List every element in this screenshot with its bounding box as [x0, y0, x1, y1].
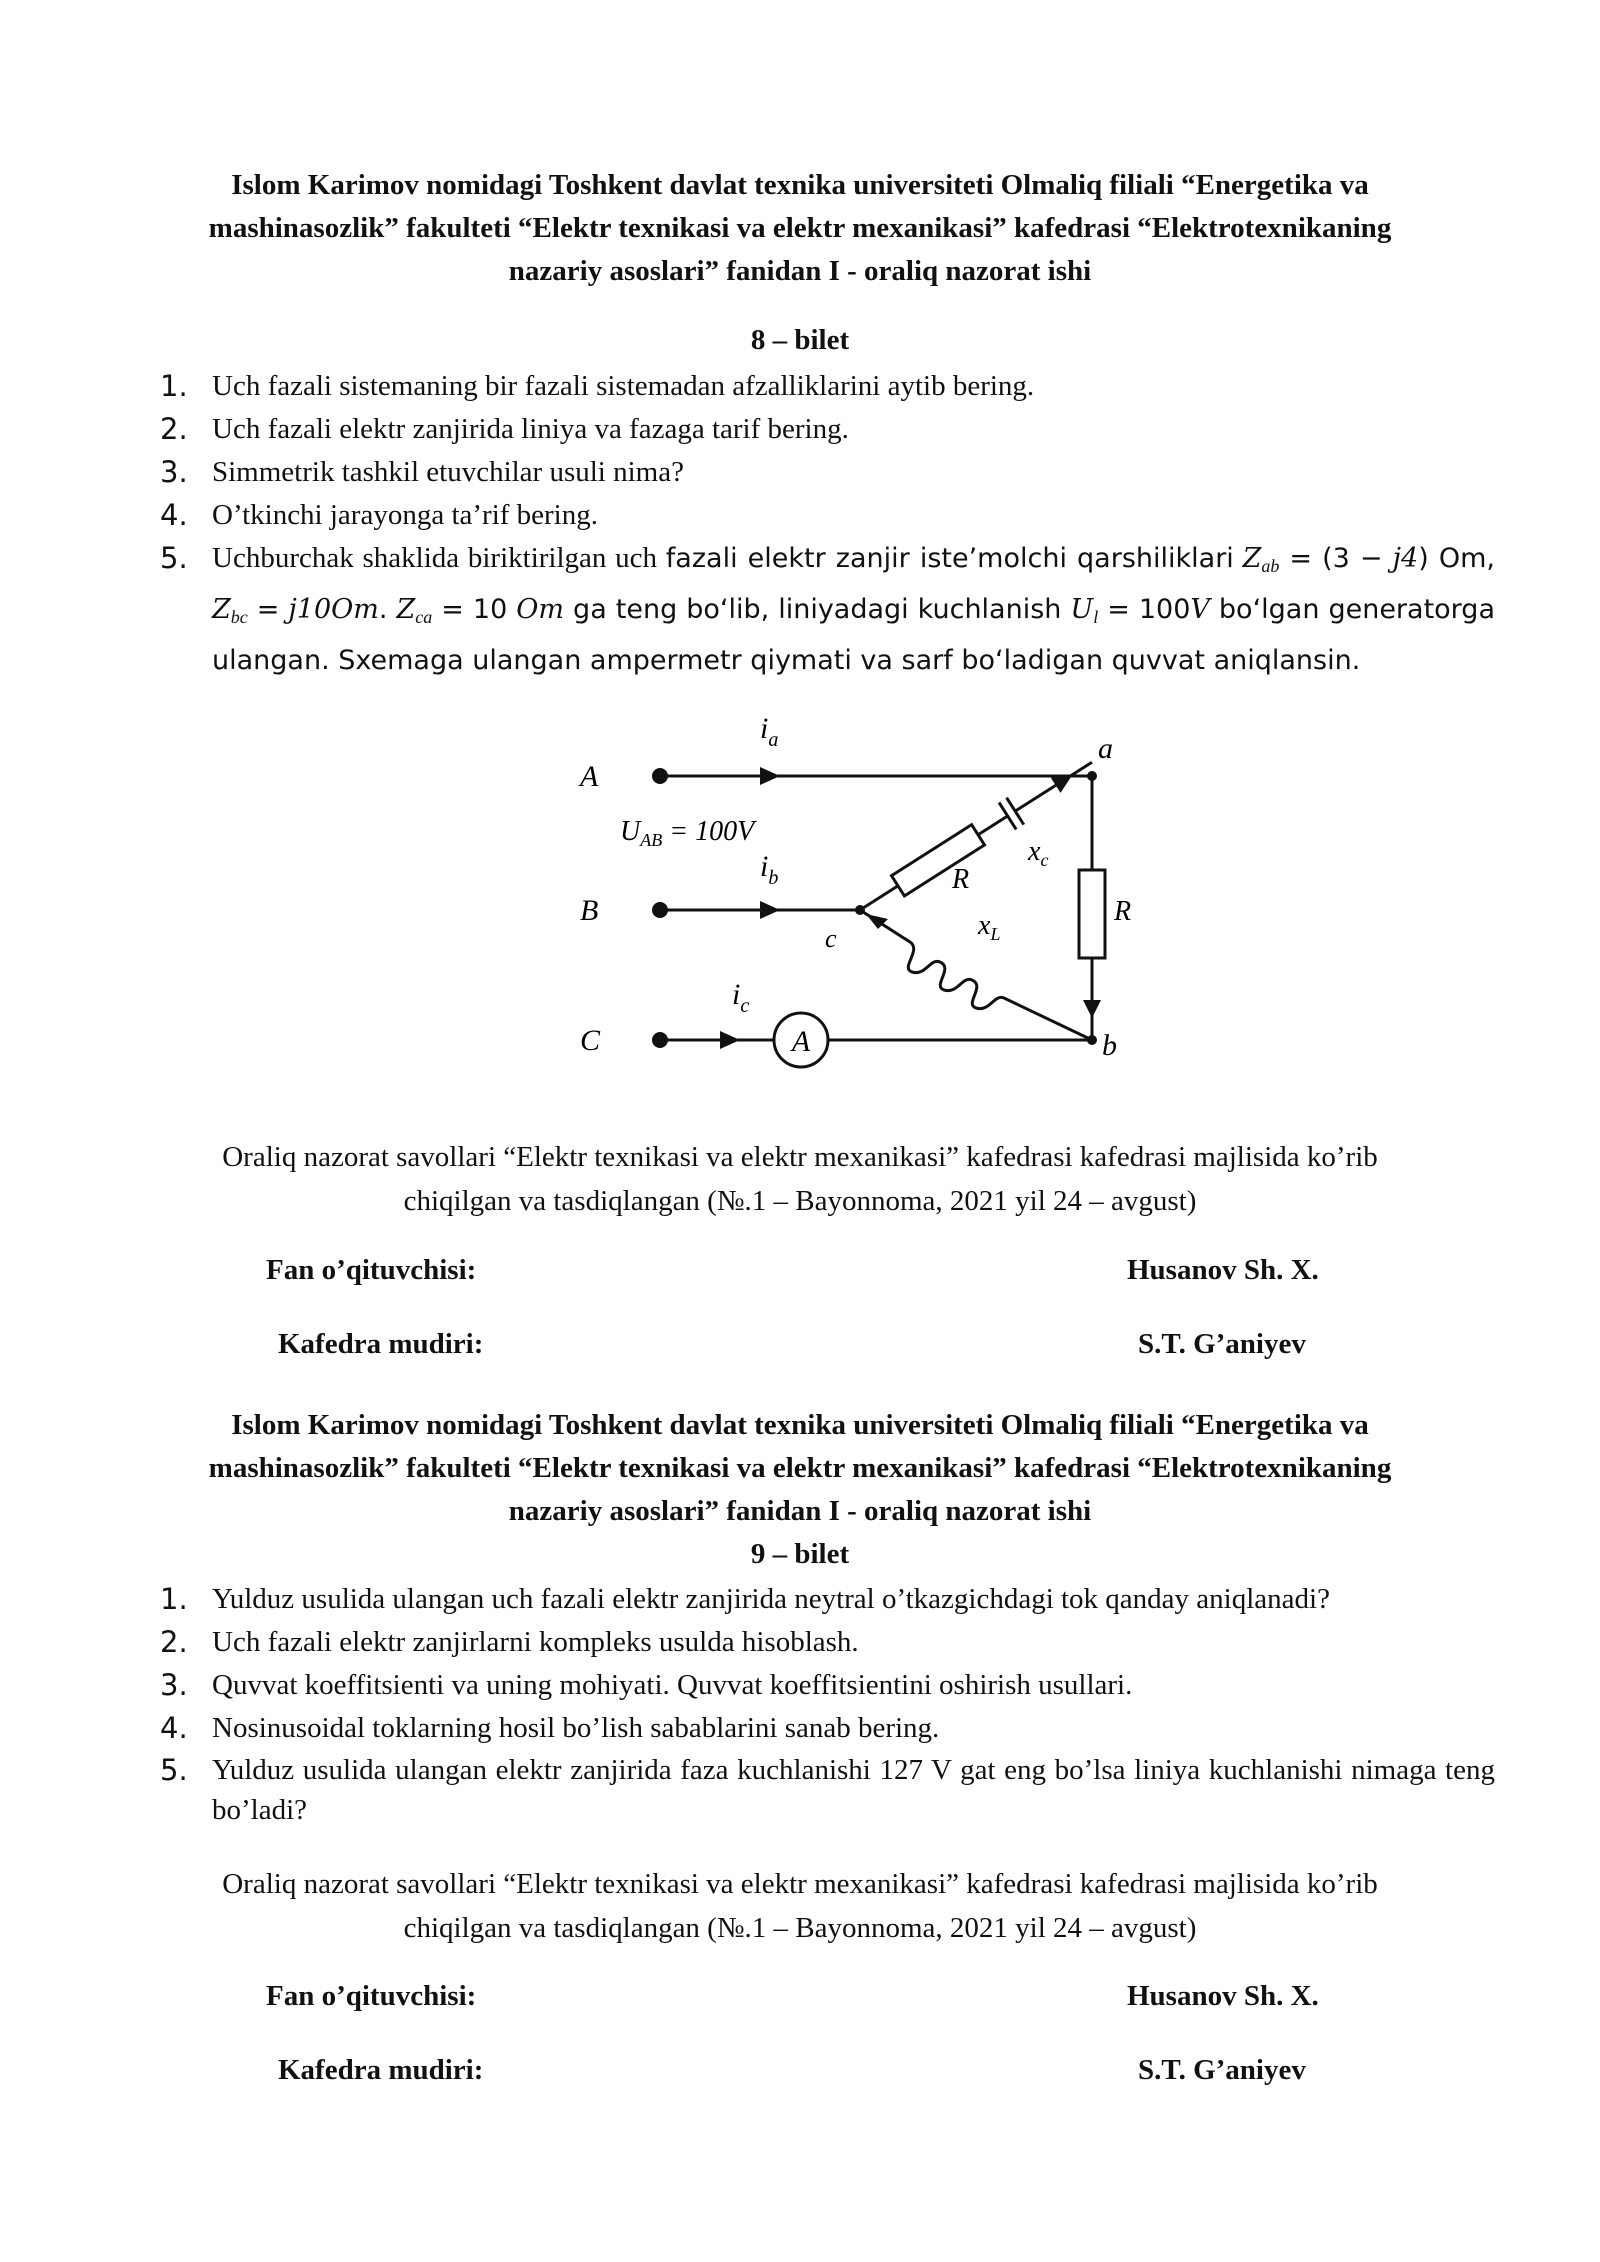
eq1: = (3 −: [1279, 543, 1393, 574]
u-l: U: [1070, 594, 1094, 625]
z-bc: Z: [212, 594, 231, 625]
arrow-ia: [760, 767, 780, 785]
eq2: =: [247, 594, 289, 625]
eq4: = 100: [1098, 594, 1191, 625]
circuit-diagram: [560, 710, 1160, 1080]
question-item: [150, 365, 1495, 408]
question-text: Yulduz usulida ulangan elektr zanjirida faza kuchlanishi 127 V gat eng bo’lsa liniya kuchlanishi nimaga teng bo’ladi?: [212, 1754, 1495, 1826]
teacher-label: Fan o’qituvchisi:: [266, 1254, 477, 1286]
z-ca: Z: [396, 594, 416, 625]
dot: .: [378, 594, 397, 625]
terminal-a: [652, 768, 668, 784]
question-number: 1.: [160, 369, 188, 403]
question-number: 3.: [160, 1668, 188, 1702]
header-8: [130, 164, 1470, 293]
z-ab-sub: ab: [1261, 556, 1280, 576]
terminal-c: [652, 1032, 668, 1048]
j10: j10Om: [288, 594, 379, 625]
ticket-9-title: 9 – bilet: [750, 1538, 850, 1570]
ammeter-label: A: [791, 1025, 811, 1058]
question-text: [212, 537, 1495, 682]
q5-text-c: ga teng bo‘lib, liniyadagi kuchlanish: [564, 594, 1071, 625]
header-9: [130, 1404, 1470, 1533]
label-xc: $x_c$: [1028, 836, 1049, 870]
label-c: c: [825, 924, 837, 953]
question-text: Simmetrik tashkil etuvchilar usuli nima?: [212, 456, 684, 488]
question-item: [150, 494, 1495, 537]
u-l-sub: l: [1093, 607, 1099, 627]
approval-note-9: [130, 1862, 1470, 1950]
label-xl: $x_L$: [978, 910, 1001, 944]
question-number: 2.: [160, 1625, 188, 1659]
question-text: Uch fazali elektr zanjirlarni kompleks usulda hisoblash.: [212, 1626, 859, 1658]
question-number: 5.: [160, 541, 188, 575]
question-text: O’tkinchi jarayonga ta’rif bering.: [212, 499, 598, 531]
label-ic: $i_c$: [732, 978, 750, 1017]
q5-text-b: fazali elektr zanjir iste’molchi qarshiliklari: [665, 543, 1234, 574]
label-B: B: [580, 894, 599, 927]
inductor-cb: [860, 910, 1092, 1040]
approval-line-2: chiqilgan va tasdiqlangan (№.1 – Bayonnoma, 2021 yil 24 – avgust): [403, 1912, 1197, 1944]
label-a: a: [1098, 732, 1113, 765]
z-ca-sub: ca: [415, 607, 433, 627]
om3: Om: [516, 594, 565, 625]
question-number: 4.: [160, 1711, 188, 1745]
question-number: 5.: [160, 1753, 188, 1787]
question-text: Yulduz usulida ulangan uch fazali elektr zanjirida neytral o’tkazgichdagi tok qanday aniqlanadi?: [212, 1583, 1330, 1615]
question-number: 3.: [160, 455, 188, 489]
approval-line-1: Oraliq nazorat savollari “Elektr texnikasi va elektr mexanikasi” kafedrasi kafedrasi majlisida ko’rib: [222, 1868, 1378, 1900]
resistor-ab: [1079, 870, 1105, 958]
header-line-1: Islom Karimov nomidagi Toshkent davlat texnika universiteti Olmaliq filiali “Energetika va: [231, 1409, 1369, 1441]
terminal-b: [652, 902, 668, 918]
question-number: 1.: [160, 1582, 188, 1616]
label-ia: $i_a$: [760, 712, 779, 751]
z-ab: Z: [1242, 543, 1262, 574]
q5-text-d: bo‘lgan generatorga ulangan. Sxemaga ulangan ampermetr qiymati va sarf bo‘ladigan quvvat aniqlansin.: [212, 594, 1495, 676]
question-text: Nosinusoidal toklarning hosil bo’lish sabablarini sanab bering.: [212, 1712, 940, 1744]
header-line-2: mashinasozlik” fakulteti “Elektr texnikasi va elektr mexanikasi” kafedrasi “Elektrotexnikaning: [208, 212, 1392, 244]
arrow-ca: [1051, 767, 1078, 793]
question-item: [150, 537, 1495, 682]
question-item: [150, 1578, 1495, 1621]
question-text: Quvvat koeffitsienti va uning mohiyati. Quvvat koeffitsientini oshirish usullari.: [212, 1669, 1133, 1701]
eq3: = 10: [432, 594, 517, 625]
unit-v: V: [1190, 594, 1210, 625]
header-line-3: nazariy asoslari” fanidan I - oraliq nazorat ishi: [508, 1495, 1092, 1527]
om1: ) Om,: [1418, 543, 1495, 574]
arrow-ab: [1083, 1000, 1101, 1018]
question-text: Uch fazali elektr zanjirida liniya va fazaga tarif bering.: [212, 413, 849, 445]
teacher-name: Husanov Sh. X.: [1127, 1254, 1319, 1286]
arrow-ic: [720, 1031, 740, 1049]
label-uab: $U_{AB} = 100V$: [620, 816, 755, 850]
z-bc-sub: bc: [230, 607, 248, 627]
teacher-label: Fan o’qituvchisi:: [266, 1980, 477, 2012]
label-C: C: [580, 1024, 601, 1057]
ticket-9-questions: [150, 1578, 1495, 1830]
question-item: [150, 451, 1495, 494]
question-number: 2.: [160, 412, 188, 446]
label-r-ab: R: [1114, 896, 1132, 927]
approval-line-2: chiqilgan va tasdiqlangan (№.1 – Bayonnoma, 2021 yil 24 – avgust): [403, 1185, 1197, 1217]
header-line-3: nazariy asoslari” fanidan I - oraliq nazorat ishi: [508, 255, 1092, 287]
arrow-ib: [760, 901, 780, 919]
question-item: [150, 1621, 1495, 1664]
head-name: S.T. G’aniyev: [1138, 2054, 1306, 2086]
ticket-8-title: 8 – bilet: [750, 324, 850, 356]
question-item: [150, 1707, 1495, 1750]
label-b: b: [1102, 1029, 1117, 1062]
question-item: [150, 1750, 1495, 1830]
head-label: Kafedra mudiri:: [278, 2054, 484, 2086]
label-r-ca: R: [952, 864, 970, 895]
approval-line-1: Oraliq nazorat savollari “Elektr texnikasi va elektr mexanikasi” kafedrasi kafedrasi majlisida ko’rib: [222, 1141, 1378, 1173]
question-number: 4.: [160, 498, 188, 532]
header-line-1: Islom Karimov nomidagi Toshkent davlat texnika universiteti Olmaliq filiali “Energetika va: [231, 169, 1369, 201]
question-item: [150, 1664, 1495, 1707]
resistor-ca: [892, 825, 985, 896]
teacher-name: Husanov Sh. X.: [1127, 1980, 1319, 2012]
q5-text-a: Uchburchak shaklida biriktirilgan uch: [212, 542, 666, 574]
header-line-2: mashinasozlik” fakulteti “Elektr texnikasi va elektr mexanikasi” kafedrasi “Elektrotexnikaning: [208, 1452, 1392, 1484]
ticket-8-questions: [150, 365, 1495, 682]
approval-note-8: [130, 1135, 1470, 1223]
head-name: S.T. G’aniyev: [1138, 1328, 1306, 1360]
label-A: A: [580, 760, 599, 793]
question-text: Uch fazali sistemaning bir fazali sistemadan afzalliklarini aytib bering.: [212, 370, 1035, 402]
j4: j4: [1392, 543, 1419, 574]
question-item: [150, 408, 1495, 451]
label-ib: $i_b$: [760, 850, 779, 889]
head-label: Kafedra mudiri:: [278, 1328, 484, 1360]
